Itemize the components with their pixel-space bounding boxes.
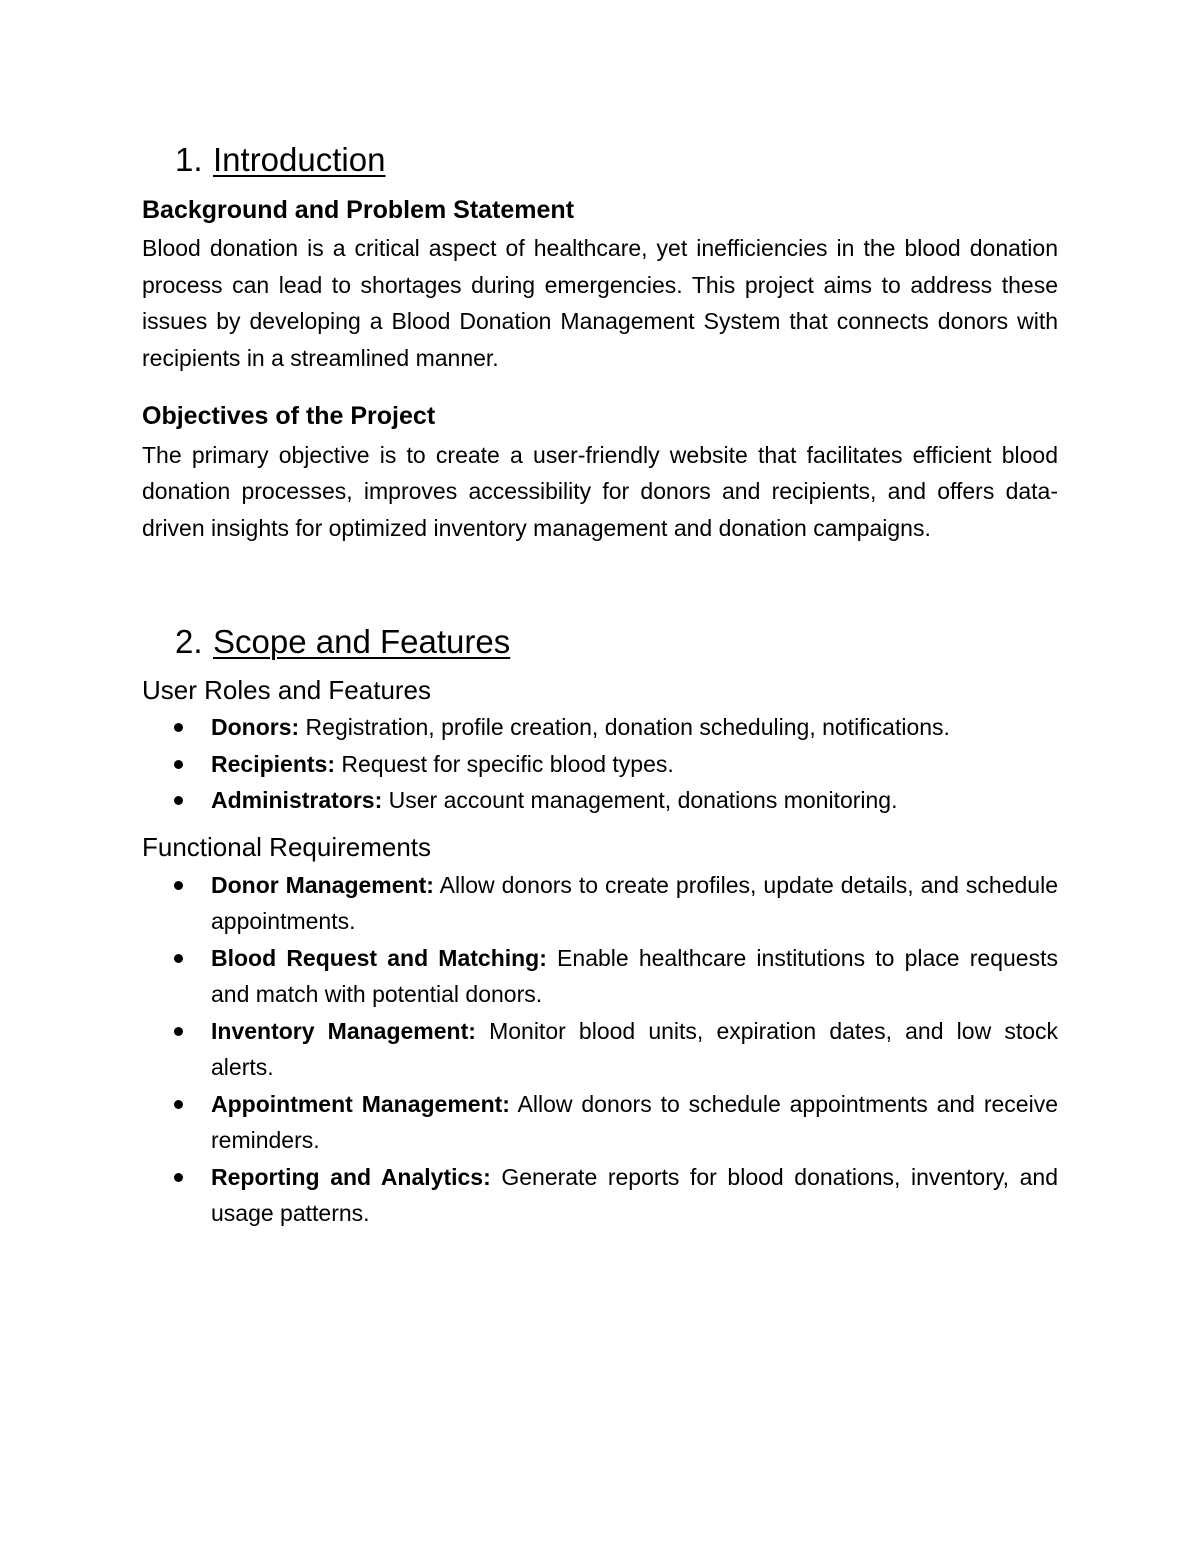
list-item-text: Enable healthcare institutions to place requests and match with potential donors.	[211, 944, 1058, 1008]
list-item-text: Allow donors to schedule appointments and receive reminders.	[211, 1090, 1058, 1154]
list-item-term: Administrators:	[211, 787, 383, 814]
spacer	[142, 546, 1058, 622]
list-item-term: Inventory Management:	[211, 1017, 476, 1044]
list-item	[142, 867, 1058, 940]
list-item	[142, 782, 1058, 819]
functional-requirements-list	[142, 867, 1058, 1232]
list-item-text: Registration, profile creation, donation scheduling, notifications.	[299, 714, 950, 741]
list-item-term: Blood Request and Matching:	[211, 944, 547, 971]
bullet-icon	[174, 881, 183, 890]
subheading-background: Background and Problem Statement	[142, 195, 575, 224]
section-number: 1.	[175, 141, 203, 178]
subheading-user-roles: User Roles and Features	[142, 674, 432, 705]
bullet-icon	[174, 1100, 183, 1109]
paragraph-background: Blood donation is a critical aspect of healthcare, yet inefficiencies in the blood donation process can lead to shortages during emergencies. This project aims to address these issues by developing a Blood Donation Management System that connects donors with recipients in a streamlined manner.	[142, 235, 1058, 371]
list-item	[142, 1013, 1058, 1086]
list-item-term: Donor Management:	[211, 871, 434, 898]
list-item-text: Monitor blood units, expiration dates, and low stock alerts.	[211, 1017, 1059, 1081]
list-item-text: User account management, donations monitoring.	[382, 787, 898, 814]
bullet-icon	[174, 796, 183, 805]
subheading-objectives: Objectives of the Project	[142, 402, 436, 431]
list-item	[142, 709, 1058, 746]
subheading-functional-requirements: Functional Requirements	[142, 831, 432, 862]
list-item-term: Donors:	[211, 714, 300, 741]
list-item	[142, 746, 1058, 783]
section-number: 2.	[175, 623, 203, 661]
bullet-icon	[174, 723, 183, 732]
list-item-term: Appointment Management:	[211, 1090, 510, 1117]
list-item	[142, 1086, 1058, 1159]
bullet-icon	[174, 1027, 183, 1036]
list-item	[142, 940, 1058, 1013]
section-heading-scope	[142, 622, 1058, 662]
user-roles-list	[142, 709, 1058, 819]
section-title: Scope and Features	[213, 623, 511, 661]
section-heading-introduction	[142, 140, 1058, 180]
bullet-icon	[174, 954, 183, 963]
list-item-text: Allow donors to create profiles, update details, and schedule appointments.	[211, 871, 1059, 935]
bullet-icon	[174, 760, 183, 769]
document-page	[142, 140, 1058, 1232]
bullet-icon	[174, 1173, 183, 1182]
spacer	[142, 376, 1058, 400]
list-item-text: Request for specific blood types.	[334, 750, 674, 777]
list-item	[142, 1159, 1058, 1232]
paragraph-objectives: The primary objective is to create a user-friendly website that facilitates efficient blood donation processes, improves accessibility for donors and recipients, and offers data-driven insights for optimized inventory management and donation campaigns.	[142, 441, 1058, 541]
list-item-text: Generate reports for blood donations, inventory, and usage patterns.	[211, 1163, 1058, 1227]
list-item-term: Recipients:	[211, 750, 335, 777]
section-title: Introduction	[213, 141, 386, 178]
list-item-term: Reporting and Analytics:	[211, 1163, 491, 1190]
